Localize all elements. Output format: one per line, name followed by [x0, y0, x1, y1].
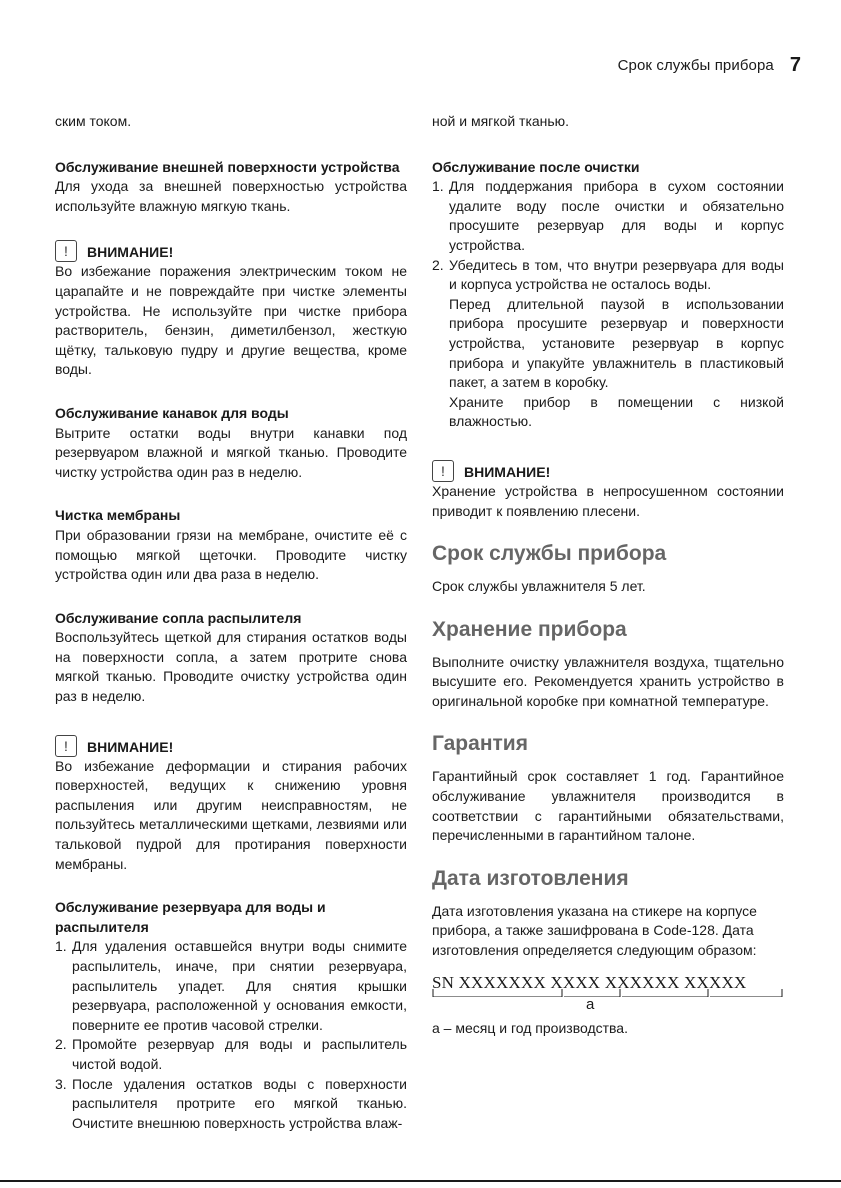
continued-text: ским током. — [55, 113, 132, 129]
warning-header — [432, 458, 784, 482]
page-number: 7 — [789, 53, 801, 76]
heading-warranty: Гарантия — [432, 732, 528, 756]
warning-text: Во избежание деформации и стирания рабочих поверхностей, ведущих к снижению уровня распыления или другим неисправностям, не пользуйтесь металлическими щетками, лезвиями или тальковой пудрой для протирания поверхности мембраны. — [55, 757, 407, 872]
after-cleaning-list — [432, 177, 784, 295]
list-item — [432, 177, 784, 255]
left-column — [55, 112, 407, 1133]
serial-number-marker: a — [586, 995, 595, 1013]
serial-number-diagram — [432, 973, 784, 1019]
section-text-grooves: Вытрите остатки воды внутри канавки под резервуаром влажной и мягкой тканью. Проводите чистку устройства один раз в неделю. — [55, 424, 407, 480]
serial-number-note: a – месяц и год производства. — [432, 1019, 628, 1036]
manufacture-date-text: Дата изготовления указана на стикере на корпусе прибора, а также зашифрована в Code-128. Дата изготовления определяется следующим образом: — [432, 902, 757, 959]
warranty-text: Гарантийный срок составляет 1 год. Гарантийное обслуживание увлажнителя производится в соответствии с гарантийными обязательствами, перечисленными в гарантийном талоне. — [432, 768, 784, 844]
section-text-nozzle: Воспользуйтесь щеткой для стирания остатков воды на поверхности сопла, а затем протрите снова мягкой тканью. Проводите очистку устройства один раз в неделю. — [55, 629, 407, 705]
warning-text: Хранение устройства в непросушенном состоянии приводит к появлению плесени. — [432, 482, 784, 519]
list-item-text: Убедитесь в том, что внутри резервуара для воды и корпуса устройства не осталось воды. — [449, 256, 784, 293]
heading-storage: Хранение прибора — [432, 617, 627, 641]
heading-manufacture-date: Дата изготовления — [432, 866, 629, 890]
list-item — [55, 937, 407, 1035]
storage-text: Выполните очистку увлажнителя воздуха, тщательно высушите его. Рекомендуется хранить устройство в оригинальной коробке при комнатной температуре. — [432, 653, 784, 709]
section-text-exterior: Для ухода за внешней поверхностью устройства используйте влажную мягкую ткань. — [55, 178, 407, 214]
list-item-number: 1. — [432, 178, 444, 195]
warning-title: ВНИМАНИЕ! — [87, 244, 174, 261]
list-item — [55, 1075, 407, 1134]
list-item — [432, 256, 784, 295]
tank-steps-list — [55, 937, 407, 1133]
warning-icon: ! — [55, 735, 77, 757]
warning-title: ВНИМАНИЕ! — [87, 738, 174, 755]
warning-header — [55, 733, 407, 757]
list-item-number: 2. — [55, 1036, 67, 1053]
warning-text: Во избежание поражения электрическим током не царапайте и не повреждайте при чистке элементы устройства. Не используйте при чистке прибора растворитель, бензин, диметилбензол, жесткую щётку, тальковую пудру и другие вещества, кроме воды. — [55, 263, 407, 378]
warning-icon: ! — [432, 460, 454, 482]
serial-number-brackets — [432, 989, 784, 997]
heading-service-life: Срок службы прибора — [432, 542, 667, 566]
warning-icon: ! — [55, 240, 77, 262]
section-title-exterior: Обслуживание внешней поверхности устройства — [55, 158, 400, 175]
list-item — [55, 1035, 407, 1074]
list-item-number: 1. — [55, 938, 67, 955]
list-item-text: Для поддержания прибора в сухом состоянии удалите воду после очистки и обязательно просушите резервуар для воды и корпус устройства. — [449, 178, 784, 253]
section-title-nozzle: Обслуживание сопла распылителя — [55, 609, 302, 626]
section-text-membrane: При образовании грязи на мембране, очистите её с помощью мягкой щеточки. Проводите чистку устройства один или два раза в неделю. — [55, 526, 407, 583]
right-column — [432, 112, 784, 1038]
serial-number-code: SN XXXXXXX XXXX XXXXXX XXXXX — [432, 972, 747, 992]
section-title-after-cleaning: Обслуживание после очистки — [432, 158, 640, 175]
list-item-text: Промойте резервуар для воды и распылитель чистой водой. — [72, 1036, 407, 1072]
page-bottom-rule — [0, 1180, 841, 1182]
running-header — [618, 52, 801, 78]
list-item-text: После удаления остатков воды с поверхности распылителя протрите его мягкой тканью. Очистите внешнюю поверхность устройства влаж- — [72, 1075, 407, 1131]
after-cleaning-paragraph: Храните прибор в помещении с низкой влажностью. — [449, 393, 784, 430]
section-title-membrane: Чистка мембраны — [55, 507, 181, 524]
warning-header — [55, 238, 407, 262]
warning-block-1 — [55, 238, 407, 380]
warning-block-2 — [55, 733, 407, 875]
running-header-title: Срок службы прибора — [617, 56, 774, 74]
list-item-text: Для удаления оставшейся внутри воды снимите распылитель, иначе, при снятии резервуара, распылитель упадет. Для снятия крышки резервуара, расположенной у основания емкости, поверните ее против часовой стрелки. — [72, 938, 407, 1033]
after-cleaning-paragraph: Перед длительной паузой в использовании прибора просушите резервуар и поверхности устройства, установите резервуар в корпус прибора и упакуйте увлажнитель в пластиковый пакет, а затем в коробку. — [449, 295, 784, 391]
service-life-text: Срок службы увлажнителя 5 лет. — [432, 578, 646, 595]
list-item-number: 3. — [55, 1075, 67, 1092]
warning-block-3 — [432, 458, 784, 521]
list-item-number: 2. — [432, 256, 444, 273]
section-title-tank: Обслуживание резервуара для воды и распылителя — [55, 899, 326, 935]
continued-text: ной и мягкой тканью. — [432, 113, 570, 129]
section-title-grooves: Обслуживание канавок для воды — [55, 404, 289, 421]
warning-title: ВНИМАНИЕ! — [464, 463, 551, 480]
